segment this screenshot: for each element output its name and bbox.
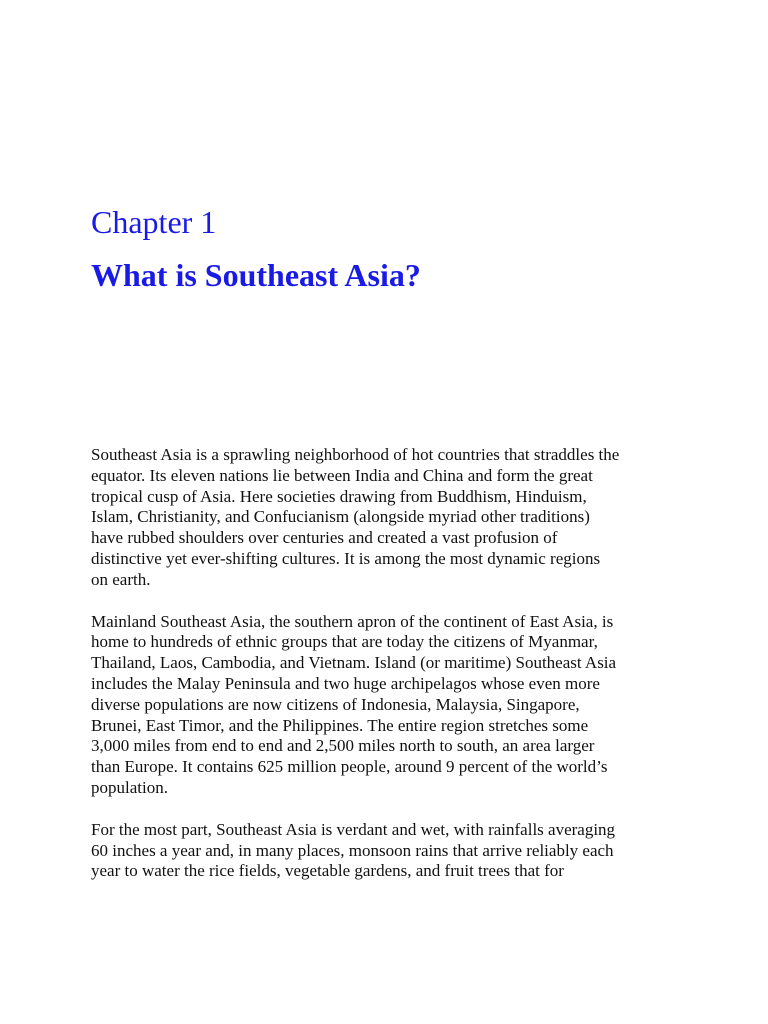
- body-text: [91, 445, 691, 903]
- text-line: Southeast Asia is a sprawling neighborhood of hot countries that straddles the: [91, 445, 620, 464]
- paragraph-3: [91, 820, 691, 882]
- paragraph-2: [91, 612, 691, 799]
- text-line: For the most part, Southeast Asia is verdant and wet, with rainfalls averaging: [91, 819, 616, 839]
- text-line: population.: [91, 777, 168, 797]
- paragraph-1: [91, 445, 691, 591]
- text-line: distinctive yet ever-shifting cultures. It is among the most dynamic regions: [91, 548, 601, 568]
- text-line: tropical cusp of Asia. Here societies drawing from Buddhism, Hinduism,: [91, 486, 587, 506]
- text-line: on earth.: [91, 569, 151, 589]
- chapter-number: Chapter 1: [91, 204, 217, 240]
- text-line: 60 inches a year and, in many places, monsoon rains that arrive reliably each: [91, 840, 614, 860]
- text-line: equator. Its eleven nations lie between India and China and form the great: [91, 465, 593, 485]
- chapter-title: What is Southeast Asia?: [91, 257, 421, 293]
- text-line: have rubbed shoulders over centuries and created a vast profusion of: [91, 528, 558, 548]
- text-line: year to water the rice fields, vegetable gardens, and fruit trees that for: [91, 861, 564, 881]
- text-line: Thailand, Laos, Cambodia, and Vietnam. Island (or maritime) Southeast Asia: [91, 653, 617, 673]
- text-line: includes the Malay Peninsula and two huge archipelagos whose even more: [91, 673, 600, 693]
- text-line: Mainland Southeast Asia, the southern apron of the continent of East Asia, is: [91, 611, 614, 631]
- text-line: Brunei, East Timor, and the Philippines. The entire region stretches some: [91, 715, 589, 735]
- text-line: than Europe. It contains 625 million people, around 9 percent of the world’s: [91, 757, 608, 777]
- text-line: home to hundreds of ethnic groups that are today the citizens of Myanmar,: [91, 632, 598, 652]
- text-line: diverse populations are now citizens of Indonesia, Malaysia, Singapore,: [91, 694, 580, 714]
- text-line: 3,000 miles from end to end and 2,500 miles north to south, an area larger: [91, 736, 595, 756]
- text-line: Islam, Christianity, and Confucianism (alongside myriad other traditions): [91, 507, 590, 527]
